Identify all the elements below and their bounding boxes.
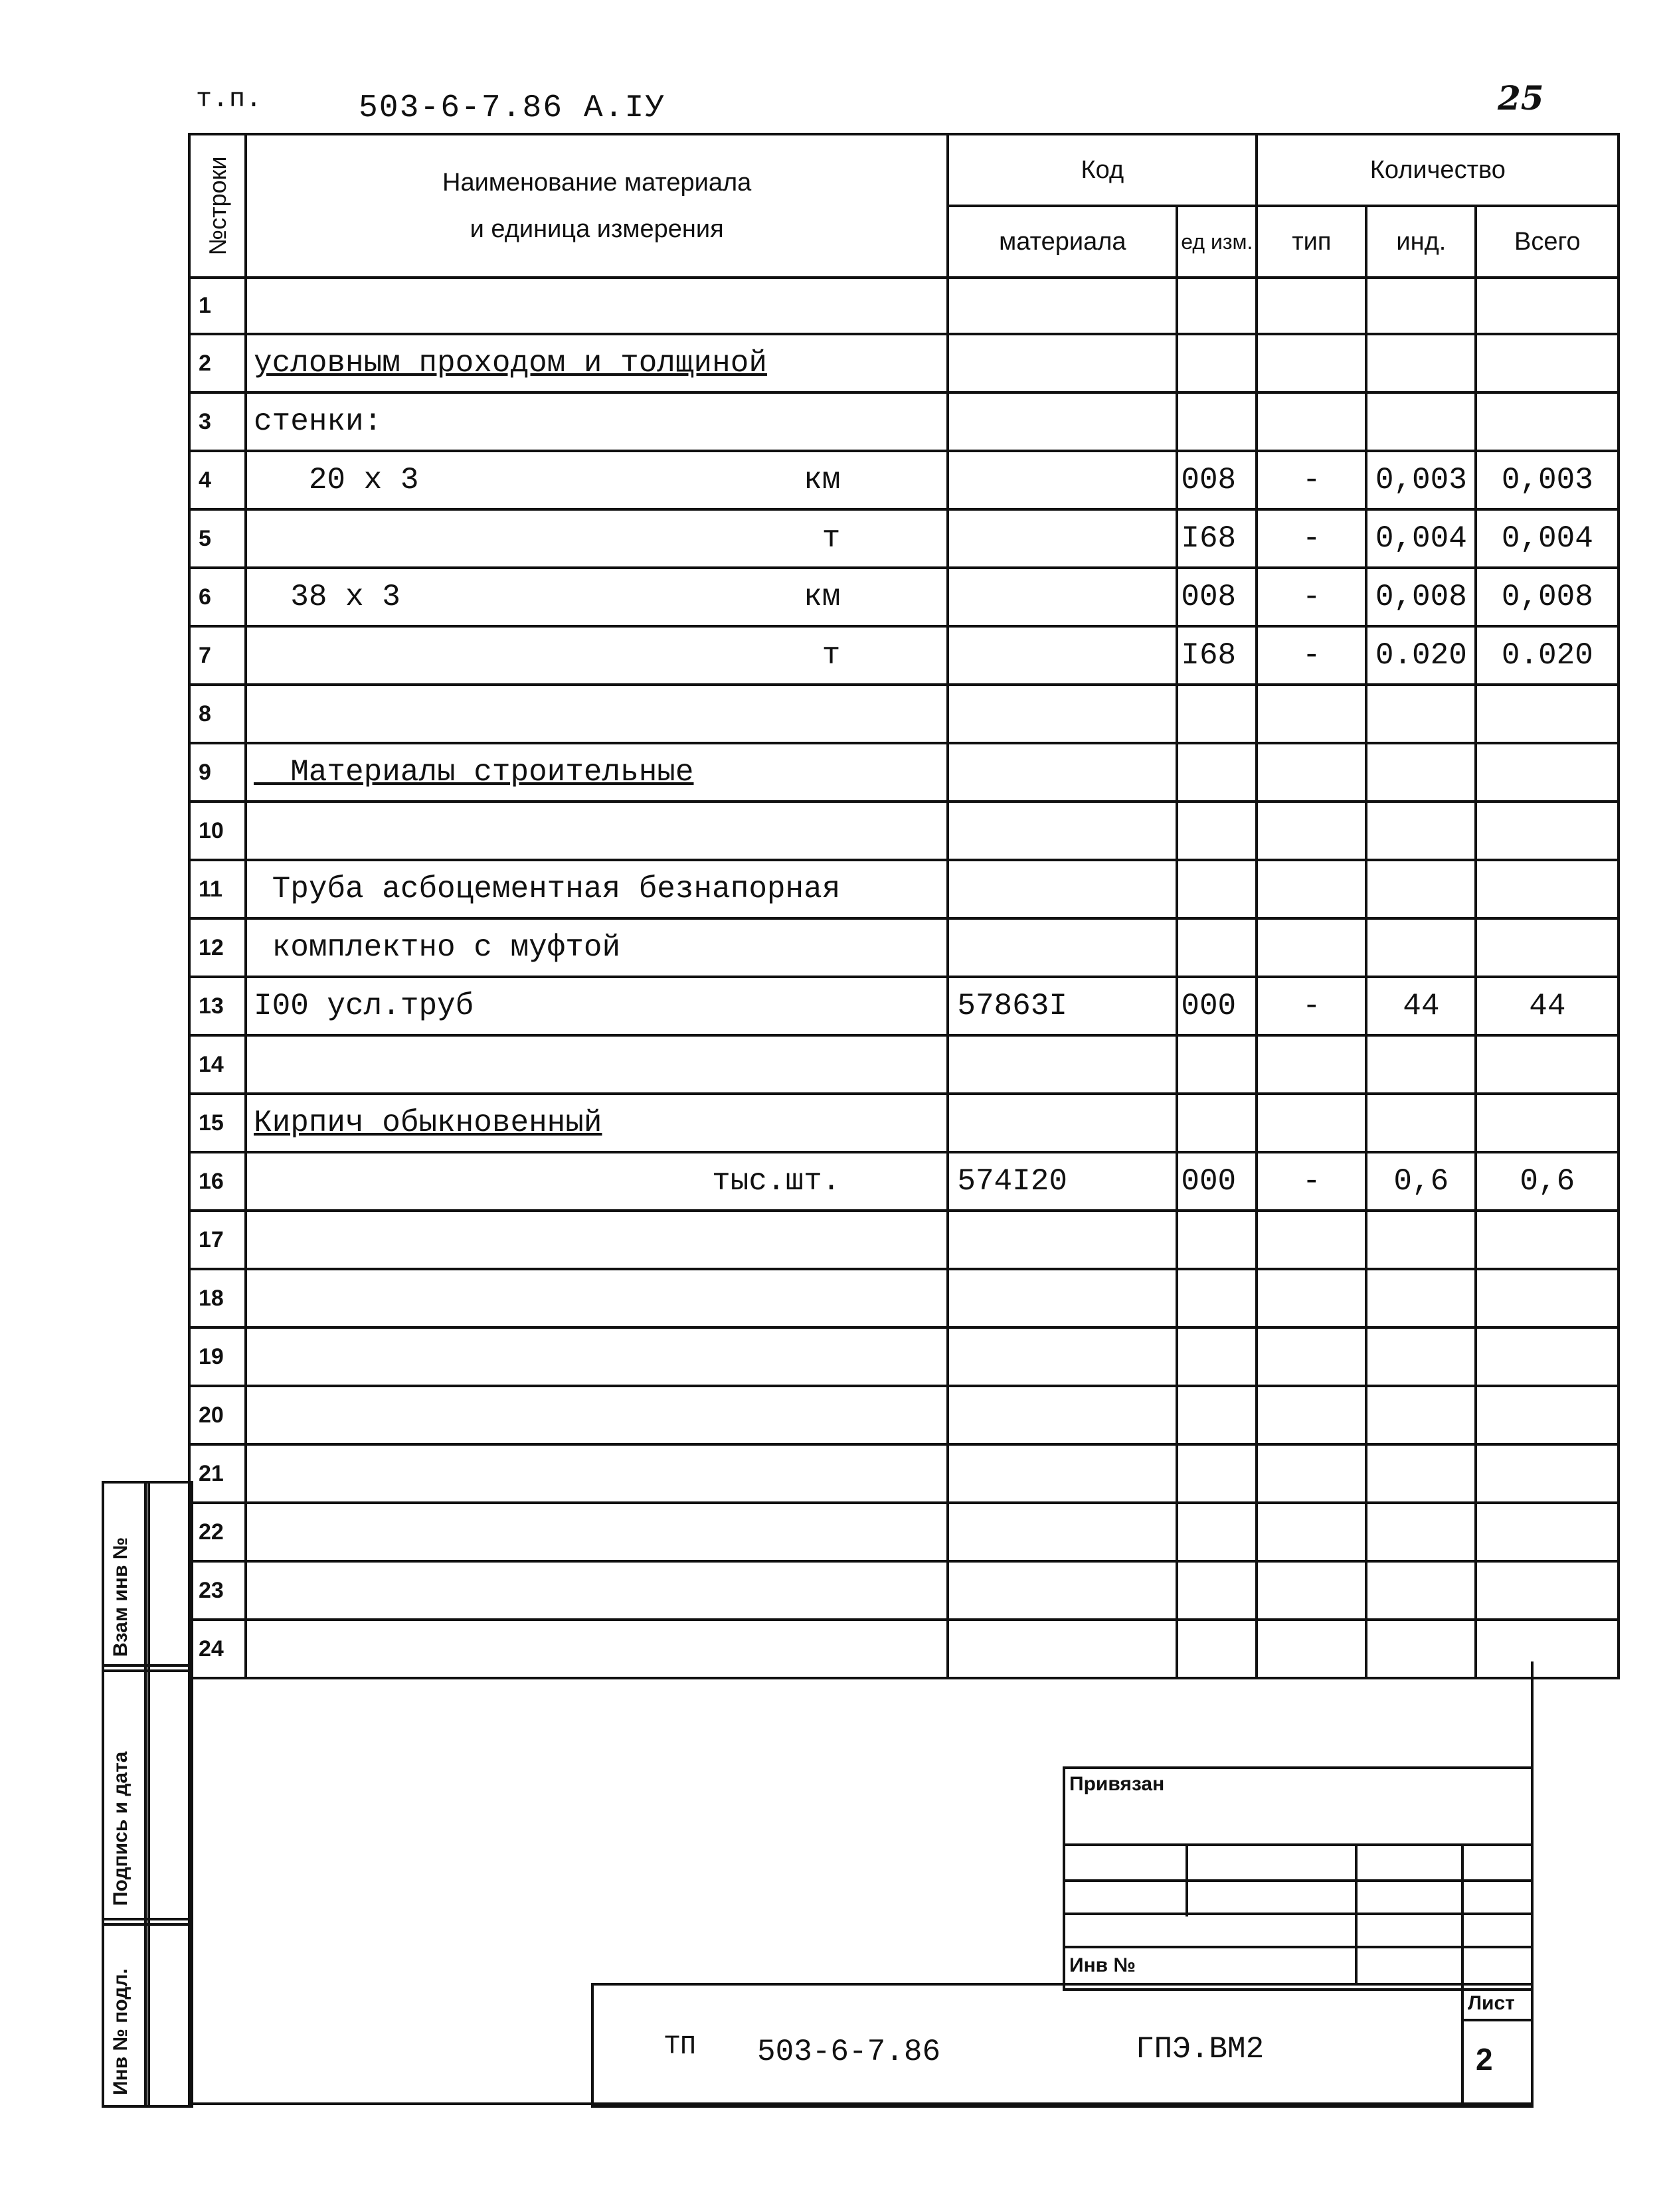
qty-total — [1476, 278, 1619, 334]
qty-ind — [1366, 1444, 1476, 1503]
material-name-cell — [246, 1444, 948, 1503]
qty-ind — [1366, 685, 1476, 743]
material-name-cell — [246, 509, 948, 568]
unit-code — [1177, 1094, 1257, 1152]
material-name: Труба асбоцементная безнапорная — [254, 872, 841, 906]
material-name-cell — [246, 1269, 948, 1327]
qty-ind — [1366, 1269, 1476, 1327]
qty-type: - — [1257, 977, 1366, 1035]
unit-code: 000 — [1177, 1152, 1257, 1211]
material-name: 38 х 3 — [254, 580, 400, 614]
row-number: 2 — [189, 334, 246, 392]
material-code — [948, 392, 1177, 451]
material-code — [948, 1444, 1177, 1503]
table-row — [189, 685, 1619, 743]
material-name-cell — [246, 568, 948, 626]
qty-total — [1476, 1035, 1619, 1094]
unit-label: т — [822, 521, 841, 556]
qty-ind — [1366, 743, 1476, 802]
unit-code: 008 — [1177, 568, 1257, 626]
qty-type — [1257, 392, 1366, 451]
stamp-vzam-value — [144, 1481, 193, 1672]
qty-total: 0,004 — [1476, 509, 1619, 568]
material-name-cell — [246, 743, 948, 802]
stamp-vzam-label: Взам инв № — [110, 1537, 132, 1657]
material-code — [948, 626, 1177, 685]
table-row — [189, 334, 1619, 392]
privyazan-label: Привязан — [1069, 1773, 1165, 1795]
unit-code: I68 — [1177, 626, 1257, 685]
material-name-cell — [246, 1327, 948, 1386]
page-number: 25 — [1498, 78, 1544, 118]
material-code — [948, 278, 1177, 334]
material-code — [948, 1211, 1177, 1269]
tp-label: ТП — [664, 2032, 697, 2062]
unit-code — [1177, 1327, 1257, 1386]
qty-ind: 0,003 — [1366, 451, 1476, 509]
row-number: 14 — [189, 1035, 246, 1094]
qty-ind — [1366, 392, 1476, 451]
table-row — [189, 977, 1619, 1035]
qty-ind: 0.020 — [1366, 626, 1476, 685]
stamp-invpodl-value — [144, 1918, 193, 2108]
qty-type: - — [1257, 1152, 1366, 1211]
row-number: 18 — [189, 1269, 246, 1327]
col-name-line1: Наименование материала — [442, 169, 752, 197]
material-name-cell — [246, 392, 948, 451]
material-name-cell — [246, 918, 948, 977]
table-row — [189, 1152, 1619, 1211]
material-name-cell — [246, 1561, 948, 1620]
material-name-cell — [246, 451, 948, 509]
sheet-label: Лист — [1468, 1992, 1515, 2014]
material-name: Кирпич обыкновенный — [254, 1106, 602, 1140]
material-code — [948, 1386, 1177, 1444]
unit-label: т — [822, 638, 841, 673]
unit-code — [1177, 802, 1257, 860]
row-number: 24 — [189, 1620, 246, 1678]
table-row — [189, 1094, 1619, 1152]
qty-total — [1476, 1444, 1619, 1503]
material-code — [948, 1327, 1177, 1386]
col-name-header — [246, 134, 948, 278]
row-number: 11 — [189, 860, 246, 918]
unit-label: км — [804, 463, 841, 497]
unit-code — [1177, 278, 1257, 334]
col-unit-header: ед изм. — [1177, 206, 1257, 278]
row-number: 9 — [189, 743, 246, 802]
material-name-cell — [246, 1152, 948, 1211]
qty-ind — [1366, 1035, 1476, 1094]
material-code — [948, 509, 1177, 568]
qty-type — [1257, 685, 1366, 743]
material-name-cell — [246, 685, 948, 743]
material-name: Материалы строительные — [254, 755, 694, 790]
qty-total: 0,6 — [1476, 1152, 1619, 1211]
qty-type — [1257, 743, 1366, 802]
material-name-cell — [246, 977, 948, 1035]
row-number: 5 — [189, 509, 246, 568]
unit-code — [1177, 685, 1257, 743]
row-number: 7 — [189, 626, 246, 685]
row-number: 10 — [189, 802, 246, 860]
col-rowno-header: №строки — [189, 134, 246, 278]
qty-ind: 0,008 — [1366, 568, 1476, 626]
material-code: 574I20 — [948, 1152, 1177, 1211]
col-qty-header: Количество — [1257, 134, 1619, 206]
qty-ind — [1366, 278, 1476, 334]
title-block — [591, 1983, 1534, 2108]
row-number: 6 — [189, 568, 246, 626]
unit-code — [1177, 1386, 1257, 1444]
qty-ind — [1366, 1503, 1476, 1561]
qty-type — [1257, 1094, 1366, 1152]
material-name-cell — [246, 278, 948, 334]
material-code — [948, 568, 1177, 626]
qty-type — [1257, 1386, 1366, 1444]
row-number: 16 — [189, 1152, 246, 1211]
row-number: 4 — [189, 451, 246, 509]
table-row — [189, 1386, 1619, 1444]
material-name-cell — [246, 1386, 948, 1444]
material-code — [948, 685, 1177, 743]
sheet-number: 2 — [1476, 2042, 1493, 2077]
qty-total — [1476, 1094, 1619, 1152]
table-row — [189, 1561, 1619, 1620]
row-number: 12 — [189, 918, 246, 977]
doc-mark: ГПЭ.ВМ2 — [1136, 2032, 1265, 2067]
row-number: 1 — [189, 278, 246, 334]
stamp-podpis-label: Подпись и дата — [110, 1751, 132, 1906]
inv-no-label: Инв № — [1069, 1954, 1136, 1976]
unit-code: 008 — [1177, 451, 1257, 509]
qty-type — [1257, 1561, 1366, 1620]
material-name: 20 х 3 — [254, 463, 419, 497]
row-number: 20 — [189, 1386, 246, 1444]
qty-ind: 0,004 — [1366, 509, 1476, 568]
table-row — [189, 802, 1619, 860]
material-name: условным проходом и толщиной — [254, 346, 767, 381]
unit-code — [1177, 1444, 1257, 1503]
qty-type — [1257, 918, 1366, 977]
material-name-cell — [246, 1094, 948, 1152]
col-code-header: Код — [948, 134, 1257, 206]
row-number: 19 — [189, 1327, 246, 1386]
material-code — [948, 334, 1177, 392]
table-row — [189, 1269, 1619, 1327]
row-number: 22 — [189, 1503, 246, 1561]
qty-ind: 44 — [1366, 977, 1476, 1035]
table-row — [189, 626, 1619, 685]
table-row — [189, 860, 1619, 918]
material-code — [948, 860, 1177, 918]
qty-total — [1476, 1561, 1619, 1620]
unit-code — [1177, 334, 1257, 392]
unit-code — [1177, 392, 1257, 451]
material-code: 57863I — [948, 977, 1177, 1035]
qty-total — [1476, 1386, 1619, 1444]
table-row — [189, 392, 1619, 451]
qty-ind: 0,6 — [1366, 1152, 1476, 1211]
row-number: 15 — [189, 1094, 246, 1152]
qty-ind — [1366, 1211, 1476, 1269]
qty-ind — [1366, 860, 1476, 918]
row-number: 17 — [189, 1211, 246, 1269]
material-name-cell — [246, 1035, 948, 1094]
qty-total — [1476, 743, 1619, 802]
table-row — [189, 1327, 1619, 1386]
qty-ind — [1366, 1094, 1476, 1152]
row-number: 3 — [189, 392, 246, 451]
qty-total — [1476, 918, 1619, 977]
unit-code — [1177, 1211, 1257, 1269]
material-code — [948, 743, 1177, 802]
qty-total — [1476, 334, 1619, 392]
qty-ind — [1366, 1386, 1476, 1444]
material-code — [948, 1035, 1177, 1094]
qty-type: - — [1257, 568, 1366, 626]
unit-code — [1177, 918, 1257, 977]
col-material-header: материала — [948, 206, 1177, 278]
table-row — [189, 743, 1619, 802]
material-code — [948, 1561, 1177, 1620]
qty-total: 44 — [1476, 977, 1619, 1035]
table-row — [189, 451, 1619, 509]
unit-label: км — [804, 580, 841, 614]
stamp-podpis-value — [144, 1664, 193, 1926]
qty-total — [1476, 685, 1619, 743]
col-name-line2: и единица измерения — [470, 215, 724, 243]
unit-code — [1177, 1269, 1257, 1327]
qty-ind — [1366, 334, 1476, 392]
qty-ind — [1366, 1561, 1476, 1620]
qty-type — [1257, 1327, 1366, 1386]
qty-type — [1257, 802, 1366, 860]
col-type-header: тип — [1257, 206, 1366, 278]
material-name: комплектно с муфтой — [254, 930, 621, 965]
qty-ind — [1366, 1327, 1476, 1386]
qty-type: - — [1257, 451, 1366, 509]
material-name: I00 усл.труб — [254, 989, 474, 1023]
qty-type: - — [1257, 626, 1366, 685]
table-row — [189, 918, 1619, 977]
qty-total — [1476, 1327, 1619, 1386]
table-row — [189, 1503, 1619, 1561]
unit-code — [1177, 1503, 1257, 1561]
material-name-cell — [246, 1211, 948, 1269]
material-name-cell — [246, 860, 948, 918]
unit-code — [1177, 1561, 1257, 1620]
table-row — [189, 509, 1619, 568]
unit-code — [1177, 1035, 1257, 1094]
unit-code: I68 — [1177, 509, 1257, 568]
table-row — [189, 1035, 1619, 1094]
qty-type — [1257, 334, 1366, 392]
qty-ind — [1366, 918, 1476, 977]
material-name-cell — [246, 626, 948, 685]
unit-code: 000 — [1177, 977, 1257, 1035]
qty-type — [1257, 1211, 1366, 1269]
project-code: 503-6-7.86 — [757, 2035, 941, 2069]
material-code — [948, 918, 1177, 977]
qty-type: - — [1257, 509, 1366, 568]
qty-total — [1476, 860, 1619, 918]
col-ind-header: инд. — [1366, 206, 1476, 278]
qty-total: 0,008 — [1476, 568, 1619, 626]
material-code — [948, 1094, 1177, 1152]
qty-type — [1257, 1444, 1366, 1503]
qty-type — [1257, 1503, 1366, 1561]
table-row — [189, 568, 1619, 626]
series-abbr: т.п. — [196, 85, 263, 115]
material-name: стенки: — [254, 404, 383, 439]
qty-total — [1476, 1211, 1619, 1269]
qty-total: 0,003 — [1476, 451, 1619, 509]
material-code — [948, 1269, 1177, 1327]
qty-type — [1257, 1035, 1366, 1094]
stamp-invpodl-label: Инв № подл. — [110, 1968, 132, 2095]
qty-total — [1476, 1269, 1619, 1327]
row-number: 8 — [189, 685, 246, 743]
material-code — [948, 1503, 1177, 1561]
material-code — [948, 802, 1177, 860]
unit-code — [1177, 860, 1257, 918]
qty-type — [1257, 278, 1366, 334]
table-row — [189, 1444, 1619, 1503]
table-row — [189, 278, 1619, 334]
material-name-cell — [246, 802, 948, 860]
material-code — [948, 451, 1177, 509]
qty-ind — [1366, 802, 1476, 860]
qty-total: 0.020 — [1476, 626, 1619, 685]
row-number: 21 — [189, 1444, 246, 1503]
spec-table — [188, 133, 1620, 1679]
material-name-cell — [246, 1503, 948, 1561]
unit-code — [1177, 743, 1257, 802]
row-number: 13 — [189, 977, 246, 1035]
qty-type — [1257, 1269, 1366, 1327]
table-row — [189, 1211, 1619, 1269]
doc-code: 503-6-7.86 А.IУ — [359, 90, 666, 126]
qty-total — [1476, 802, 1619, 860]
row-number: 23 — [189, 1561, 246, 1620]
qty-type — [1257, 860, 1366, 918]
col-total-header: Всего — [1476, 206, 1619, 278]
material-name-cell — [246, 334, 948, 392]
unit-label: тыс.шт. — [712, 1164, 841, 1199]
qty-total — [1476, 392, 1619, 451]
qty-total — [1476, 1503, 1619, 1561]
